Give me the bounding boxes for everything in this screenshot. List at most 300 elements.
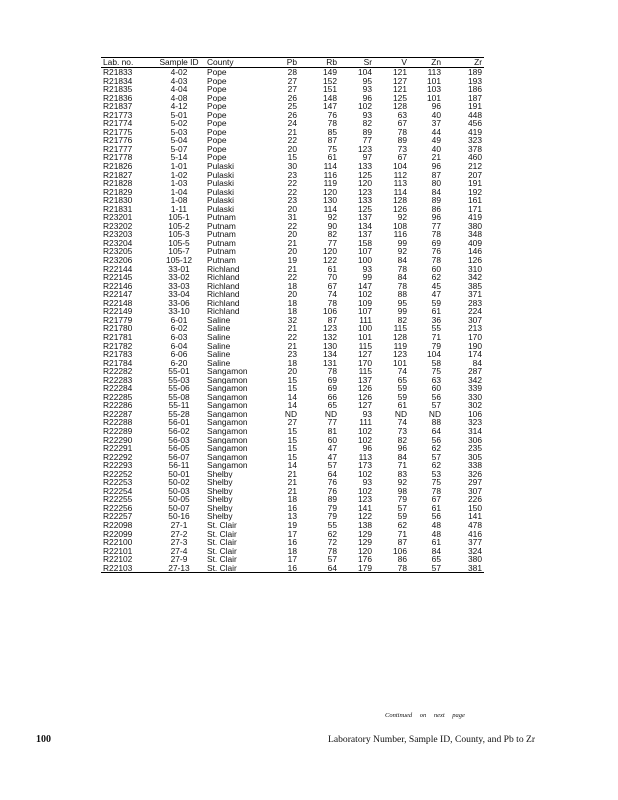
table-row: [101, 179, 484, 188]
table-row: [101, 247, 484, 256]
cell-pb: 22: [287, 179, 297, 188]
continued-note: Continued on next page: [385, 712, 465, 719]
cell-sr: 141: [358, 503, 372, 513]
cell-zr: 416: [468, 529, 482, 539]
cell-rb: 78: [327, 367, 337, 376]
cell-zn: 62: [431, 444, 441, 453]
cell-zr: 174: [468, 350, 482, 359]
cell-rb: 131: [323, 358, 337, 368]
cell-v: 78: [397, 264, 407, 274]
cell-sample-id: 56-07: [168, 452, 190, 462]
cell-sample-id: 33-02: [168, 273, 190, 282]
table-row: [101, 470, 484, 479]
cell-sr: 137: [358, 230, 372, 239]
cell-lab-no: R22286: [103, 401, 133, 410]
cell-sample-id: 33-01: [168, 264, 190, 274]
cell-county: St. Clair: [205, 564, 269, 573]
cell-v: 87: [397, 538, 407, 547]
cell-lab-no: R22102: [103, 555, 133, 564]
cell-sr: 170: [358, 358, 372, 368]
cell-v: 84: [397, 452, 407, 462]
table-row: [101, 367, 484, 376]
cell-county: Pulaski: [207, 162, 234, 171]
cell-sample-id: 55-28: [168, 409, 190, 419]
cell-rb: 62: [327, 529, 337, 539]
cell-lab-no: R22103: [101, 564, 153, 573]
cell-pb: 20: [287, 144, 297, 154]
table-row: [101, 145, 484, 154]
cell-sr: 104: [358, 67, 372, 77]
cell-sample-id: 56-03: [168, 435, 190, 445]
cell-pb: 13: [287, 512, 297, 521]
cell-sr: 100: [358, 256, 372, 265]
cell-lab-no: R22252: [103, 469, 133, 479]
cell-sr: 107: [358, 307, 372, 316]
cell-sr: 133: [358, 196, 372, 205]
cell-zn: 57: [431, 452, 441, 462]
cell-lab-no: R22291: [103, 444, 133, 453]
cell-zn: 69: [431, 238, 441, 248]
cell-zr: 307: [468, 315, 482, 325]
cell-zr: 302: [468, 401, 482, 410]
cell-pb: ND: [284, 409, 297, 419]
cell-sr: 109: [358, 298, 372, 308]
cell-county: St. Clair: [207, 520, 237, 530]
cell-sr: 133: [358, 162, 372, 171]
cell-v: 121: [393, 85, 407, 94]
cell-county: Pope: [207, 153, 227, 163]
cell-lab-no: R21783: [103, 350, 133, 359]
cell-pb: 18: [287, 298, 297, 308]
cell-rb: 116: [323, 170, 337, 180]
cell-sr: 102: [358, 469, 372, 479]
cell-county: Putnam: [207, 221, 236, 231]
cell-pb: 24: [287, 119, 297, 128]
cell-rb: 69: [327, 384, 337, 393]
cell-zn: 78: [431, 230, 441, 239]
cell-lab-no: R21776: [103, 136, 133, 145]
cell-zn: 47: [431, 290, 441, 299]
cell-sample-id: 5-14: [170, 153, 188, 163]
cell-rb: 120: [323, 187, 337, 197]
cell-county: Putnam: [207, 256, 236, 265]
table-row: [101, 153, 484, 162]
cell-county: Sangamon: [207, 444, 248, 453]
cell-sample-id: 6-02: [170, 324, 188, 333]
cell-v: 115: [393, 324, 407, 333]
cell-rb: 69: [327, 375, 337, 385]
table-row: [101, 102, 484, 111]
cell-lab-no: R22100: [103, 538, 133, 547]
cell-lab-no: R22288: [103, 418, 133, 427]
table-row: [101, 119, 484, 128]
cell-zr: 161: [468, 196, 482, 205]
cell-pb: 27: [287, 418, 297, 427]
cell-sample-id: 1-04: [170, 187, 188, 197]
cell-zn: 88: [431, 418, 441, 427]
cell-county: Sangamon: [207, 401, 248, 410]
cell-sample-id: 5-02: [170, 119, 188, 128]
cell-pb: 19: [287, 520, 297, 530]
cell-v: 125: [393, 93, 407, 103]
cell-sample-id: 6-03: [170, 332, 188, 342]
cell-rb: 77: [327, 238, 337, 248]
cell-v: 108: [393, 221, 407, 231]
table-row: [101, 461, 484, 470]
cell-rb: 148: [323, 93, 337, 103]
cell-pb: 18: [287, 307, 297, 316]
cell-rb: 76: [327, 110, 337, 120]
cell-rb: 87: [327, 136, 337, 145]
cell-sr: 93: [362, 264, 372, 274]
cell-v: 78: [397, 281, 407, 291]
cell-lab-no: R21780: [103, 324, 133, 333]
cell-v: 92: [397, 213, 407, 222]
cell-lab-no: R22144: [103, 264, 133, 274]
table-row: [101, 478, 484, 487]
cell-county: Putnam: [207, 230, 236, 239]
cell-sample-id: 55-06: [168, 384, 190, 393]
table-row: [101, 427, 484, 436]
table-row: [101, 273, 484, 282]
table-row: [101, 111, 484, 120]
cell-rb: 130: [323, 341, 337, 351]
cell-pb: 18: [287, 495, 297, 504]
cell-zr: 235: [468, 444, 482, 453]
cell-county: Pulaski: [207, 196, 234, 205]
cell-rb: 89: [327, 495, 337, 504]
cell-sr: 137: [358, 213, 372, 222]
cell-zr: 213: [468, 324, 482, 333]
cell-zr: 283: [468, 298, 482, 308]
cell-lab-no: R21827: [103, 170, 133, 180]
cell-rb: 106: [323, 307, 337, 316]
cell-rb: 75: [327, 144, 337, 154]
cell-zr: 226: [468, 495, 482, 504]
cell-zr: 224: [468, 307, 482, 316]
cell-county: Richland: [207, 281, 240, 291]
cell-sample-id: 105-1: [168, 213, 190, 222]
cell-v: 98: [397, 486, 407, 496]
cell-sample-id: 55-01: [168, 367, 190, 376]
cell-zn: 84: [431, 546, 441, 556]
cell-rb: 70: [327, 273, 337, 282]
cell-pb: 26: [287, 93, 297, 103]
cell-lab-no: R23202: [103, 221, 133, 231]
cell-lab-no: R21777: [103, 144, 133, 154]
table-row: [101, 299, 484, 308]
cell-lab-no: R22255: [103, 495, 133, 504]
cell-zr: 326: [468, 469, 482, 479]
cell-rb: 57: [327, 461, 337, 470]
cell-lab-no: R23205: [103, 247, 133, 257]
cell-zr: 314: [468, 426, 482, 436]
table-row: [101, 290, 484, 299]
cell-pb: 23: [287, 170, 297, 180]
cell-zr: 330: [468, 392, 482, 402]
cell-county: Pope: [207, 102, 227, 111]
cell-lab-no: R21837: [103, 102, 133, 111]
table-row: [101, 487, 484, 496]
cell-sr: 123: [358, 495, 372, 504]
cell-sr: 111: [359, 418, 372, 427]
cell-rb: 76: [327, 486, 337, 496]
cell-lab-no: R21831: [103, 204, 133, 214]
table-row: [101, 504, 484, 513]
cell-sample-id: 6-20: [170, 358, 188, 368]
cell-zn: 96: [431, 102, 441, 111]
header-v: V: [374, 58, 409, 68]
cell-pb: 26: [287, 110, 297, 120]
cell-sr: 115: [358, 341, 372, 351]
cell-v: 123: [393, 350, 407, 359]
cell-v: 57: [397, 503, 407, 513]
cell-lab-no: R22289: [103, 426, 133, 436]
cell-rb: 78: [327, 298, 337, 308]
cell-rb: 61: [327, 264, 337, 274]
cell-sr: 97: [362, 153, 372, 163]
cell-zn: 49: [431, 136, 441, 145]
cell-rb: 66: [327, 392, 337, 402]
cell-zr: 187: [468, 93, 482, 103]
cell-lab-no: R21779: [103, 315, 133, 325]
table-row: [101, 162, 484, 171]
cell-zn: 61: [431, 538, 441, 547]
cell-sr: 125: [358, 204, 372, 214]
cell-v: 67: [397, 119, 407, 128]
cell-zn: 101: [427, 93, 441, 103]
table-header-row: [101, 58, 484, 68]
cell-zr: 323: [468, 418, 482, 427]
cell-county: Shelby: [207, 478, 233, 487]
cell-sr: 126: [358, 384, 372, 393]
cell-zn: 104: [427, 350, 441, 359]
cell-pb: 21: [287, 486, 297, 496]
cell-v: 86: [397, 555, 407, 564]
cell-lab-no: R21830: [103, 196, 133, 205]
cell-county: Pulaski: [207, 179, 234, 188]
cell-v: 59: [397, 384, 407, 393]
cell-sample-id: 1-08: [170, 196, 188, 205]
cell-zr: 192: [468, 187, 482, 197]
cell-county: Sangamon: [207, 375, 248, 385]
cell-rb: 147: [323, 102, 337, 111]
cell-county: Sangamon: [207, 461, 248, 470]
table-row: [101, 530, 484, 539]
cell-pb: 16: [287, 538, 297, 547]
cell-pb: 21: [287, 478, 297, 487]
table-row: [101, 393, 484, 402]
cell-rb: 60: [327, 435, 337, 445]
cell-sample-id: 6-01: [170, 315, 188, 325]
cell-zr: 385: [468, 281, 482, 291]
data-table: [101, 57, 484, 573]
cell-zn: 80: [431, 179, 441, 188]
cell-zr: 307: [468, 486, 482, 496]
cell-lab-no: R21784: [103, 358, 133, 368]
cell-rb: 47: [327, 444, 337, 453]
header-pb: Pb: [269, 58, 299, 68]
cell-rb: 122: [323, 256, 337, 265]
cell-county: Saline: [207, 324, 231, 333]
header-zn: Zn: [409, 58, 443, 68]
cell-v: 71: [397, 461, 407, 470]
cell-zr: 305: [468, 452, 482, 462]
cell-sample-id: 50-02: [168, 478, 190, 487]
cell-rb: 72: [327, 538, 337, 547]
cell-sr: 107: [358, 247, 372, 257]
cell-sample-id: 6-04: [170, 341, 188, 351]
cell-lab-no: R22256: [103, 503, 133, 513]
cell-sample-id: 1-11: [170, 204, 188, 214]
cell-zr: 478: [468, 520, 482, 530]
cell-lab-no: R22293: [103, 461, 133, 470]
cell-zr: 297: [468, 478, 482, 487]
cell-v: 78: [397, 127, 407, 137]
cell-sr: 173: [358, 461, 372, 470]
cell-zn: ND: [428, 409, 441, 419]
cell-v: 78: [374, 564, 409, 573]
cell-sr: 129: [358, 538, 372, 547]
cell-pb: 27: [287, 76, 297, 86]
cell-pb: 20: [287, 230, 297, 239]
cell-v: 116: [393, 230, 407, 239]
table-row: [101, 316, 484, 325]
table-row: [101, 538, 484, 547]
page-number: 100: [36, 734, 51, 745]
table-row: [101, 401, 484, 410]
cell-county: Richland: [207, 264, 240, 274]
cell-zr: 339: [468, 384, 482, 393]
cell-pb: 25: [287, 102, 297, 111]
cell-zn: 77: [431, 221, 441, 231]
cell-zn: 62: [431, 461, 441, 470]
cell-county: Pope: [207, 110, 227, 120]
cell-zn: 56: [431, 435, 441, 445]
cell-zr: 456: [468, 119, 482, 128]
cell-sample-id: 56-11: [168, 461, 190, 470]
cell-county: Pope: [207, 119, 227, 128]
cell-sr: 115: [358, 367, 372, 376]
cell-sr: 126: [358, 392, 372, 402]
cell-sr: 93: [362, 110, 372, 120]
table-row: [101, 547, 484, 556]
cell-zn: 63: [431, 375, 441, 385]
cell-pb: 16: [287, 503, 297, 513]
cell-sr: 176: [358, 555, 372, 564]
cell-zr: 106: [468, 409, 482, 419]
cell-v: 74: [397, 418, 407, 427]
cell-v: 89: [397, 136, 407, 145]
cell-county: Pope: [207, 136, 227, 145]
table-row: [101, 188, 484, 197]
cell-sr: 111: [359, 315, 372, 325]
cell-county: Richland: [207, 290, 240, 299]
cell-rb: 57: [327, 555, 337, 564]
cell-v: 67: [397, 153, 407, 163]
cell-zn: 55: [431, 324, 441, 333]
cell-lab-no: R22098: [103, 520, 133, 530]
cell-lab-no: R22257: [103, 512, 133, 521]
cell-zr: 419: [468, 127, 482, 137]
cell-county: Putnam: [207, 238, 236, 248]
cell-rb: 74: [327, 290, 337, 299]
cell-sample-id: 55-03: [168, 375, 190, 385]
cell-lab-no: R23201: [103, 213, 133, 222]
cell-lab-no: R21782: [103, 341, 133, 351]
table-row: [101, 384, 484, 393]
cell-zr: 171: [468, 204, 482, 214]
cell-sr: 82: [362, 119, 372, 128]
cell-rb: 81: [327, 426, 337, 436]
table-row: [101, 436, 484, 445]
cell-zn: 57: [431, 401, 441, 410]
cell-v: 128: [393, 332, 407, 342]
cell-lab-no: R22101: [103, 546, 133, 556]
cell-pb: 15: [287, 375, 297, 385]
cell-pb: 22: [287, 187, 297, 197]
table-row: [101, 495, 484, 504]
cell-rb: 77: [327, 418, 337, 427]
cell-county: St. Clair: [207, 555, 237, 564]
cell-lab-no: R22146: [103, 281, 133, 291]
cell-rb: 134: [323, 350, 337, 359]
cell-rb: 130: [323, 196, 337, 205]
cell-sample-id: 55-08: [168, 392, 190, 402]
cell-sample-id: 55-11: [168, 401, 190, 410]
header-zr: Zr: [443, 58, 484, 68]
cell-sample-id: 1-02: [170, 170, 188, 180]
cell-zr: 189: [468, 67, 482, 77]
cell-pb: 31: [287, 213, 297, 222]
cell-rb: 79: [327, 512, 337, 521]
cell-county: Saline: [207, 358, 231, 368]
table-row: [101, 213, 484, 222]
cell-lab-no: R21835: [103, 85, 133, 94]
cell-zn: 56: [431, 392, 441, 402]
table-row: [101, 324, 484, 333]
cell-v: 106: [393, 546, 407, 556]
cell-zn: 79: [431, 341, 441, 351]
cell-county: Sangamon: [207, 418, 248, 427]
cell-lab-no: R23206: [103, 256, 133, 265]
cell-county: Sangamon: [207, 409, 248, 419]
cell-zn: 101: [427, 76, 441, 86]
cell-sr: 122: [358, 512, 372, 521]
cell-lab-no: R21826: [103, 162, 133, 171]
cell-pb: 22: [287, 332, 297, 342]
cell-rb: 151: [323, 85, 337, 94]
cell-zn: 60: [431, 264, 441, 274]
table-row: [101, 333, 484, 342]
cell-sample-id: 4-12: [170, 102, 188, 111]
cell-zn: 61: [431, 503, 441, 513]
cell-sr: 96: [362, 444, 372, 453]
header-sr: Sr: [339, 58, 374, 68]
table-row: [101, 307, 484, 316]
cell-sample-id: 27-4: [170, 546, 188, 556]
cell-pb: 21: [287, 127, 297, 137]
cell-sample-id: 105-2: [168, 221, 190, 231]
cell-sample-id: 4-03: [170, 76, 188, 86]
cell-sr: 134: [358, 221, 372, 231]
table-row: [101, 564, 484, 573]
cell-sample-id: 27-13: [153, 564, 205, 573]
cell-zr: 141: [468, 512, 482, 521]
cell-lab-no: R23203: [103, 230, 133, 239]
cell-sample-id: 27-3: [170, 538, 188, 547]
cell-v: 99: [397, 307, 407, 316]
